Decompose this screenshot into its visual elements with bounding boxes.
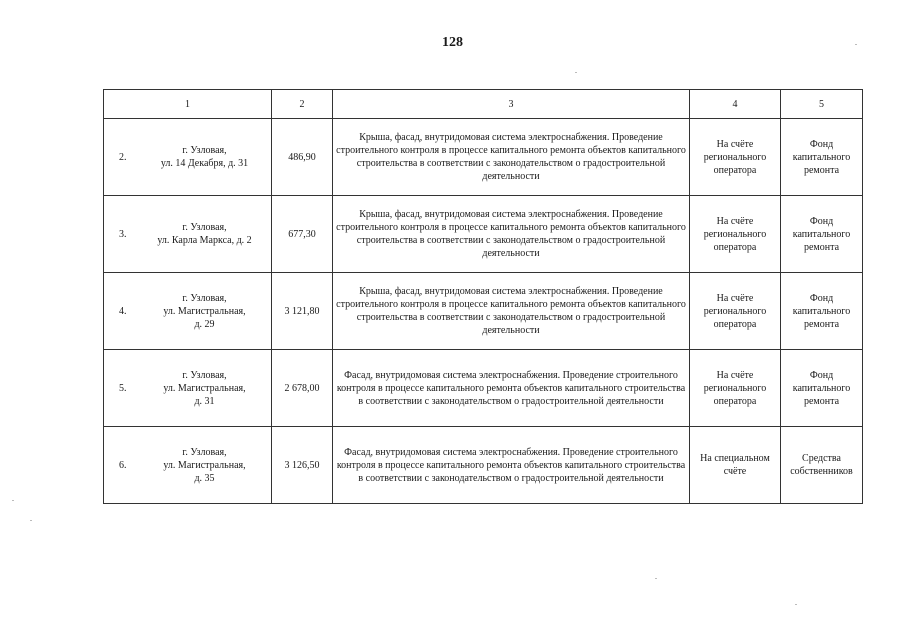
row-number: 3. xyxy=(119,228,127,240)
address-line: г. Узловая, xyxy=(182,446,227,458)
address-line: г. Узловая, xyxy=(182,145,227,156)
header-cell: 1 xyxy=(104,90,272,119)
address-line: д. 35 xyxy=(194,472,215,484)
source-cell: Средства собственников xyxy=(781,427,863,504)
works-cell: Крыша, фасад, внутридомовая система электроснабжения. Проведение строительного контроля в процессе капитального ремонта объектов капитального строительства в соответствии с законодательством о градостроительной деятельности xyxy=(333,119,690,196)
account-cell: На счёте регионального оператора xyxy=(690,119,781,196)
address xyxy=(141,292,268,331)
area-cell: 3 126,50 xyxy=(272,427,333,504)
scan-speck xyxy=(655,578,657,579)
table-row xyxy=(104,427,863,504)
address-line: д. 29 xyxy=(194,318,215,330)
address-line: ул. Магистральная, xyxy=(163,305,246,317)
account-cell: На счёте регионального оператора xyxy=(690,196,781,273)
address-line: д. 31 xyxy=(194,395,215,407)
area-cell: 2 678,00 xyxy=(272,350,333,427)
source-cell: Фонд капитального ремонта xyxy=(781,119,863,196)
works-cell: Крыша, фасад, внутридомовая система электроснабжения. Проведение строительного контроля в процессе капитального ремонта объектов капитального строительства в соответствии с законодательством о градостроительной деятельности xyxy=(333,273,690,350)
table-row xyxy=(104,273,863,350)
address-cell xyxy=(104,273,272,350)
account-cell: На счёте регионального оператора xyxy=(690,350,781,427)
scan-speck xyxy=(12,500,14,501)
repair-works-table xyxy=(103,89,863,504)
table-row xyxy=(104,350,863,427)
table-row xyxy=(104,119,863,196)
account-cell: На счёте регионального оператора xyxy=(690,273,781,350)
address xyxy=(141,369,268,408)
scan-speck xyxy=(30,520,32,521)
source-cell: Фонд капитального ремонта xyxy=(781,273,863,350)
scan-speck xyxy=(855,44,857,45)
area-cell: 3 121,80 xyxy=(272,273,333,350)
source-cell: Фонд капитального ремонта xyxy=(781,350,863,427)
scan-speck xyxy=(575,72,577,73)
table-row xyxy=(104,196,863,273)
address xyxy=(141,221,268,247)
address xyxy=(141,144,268,170)
address-line: г. Узловая, xyxy=(182,292,227,304)
address-line: г. Узловая, xyxy=(182,222,227,233)
scan-speck xyxy=(795,604,797,605)
header-cell: 5 xyxy=(781,90,863,119)
area-cell: 486,90 xyxy=(272,119,333,196)
page-number: 128 xyxy=(442,35,463,50)
address-cell xyxy=(104,427,272,504)
address-line: ул. Магистральная, xyxy=(163,459,246,471)
address-cell xyxy=(104,119,272,196)
works-cell: Фасад, внутридомовая система электроснабжения. Проведение строительного контроля в процессе капитального ремонта объектов капитального строительства в соответствии с законодательством о градостроительной деятельности xyxy=(333,427,690,504)
address-cell xyxy=(104,350,272,427)
address-line: ул. Магистральная, xyxy=(163,382,246,394)
address-line: г. Узловая, xyxy=(182,369,227,381)
works-cell: Фасад, внутридомовая система электроснабжения. Проведение строительного контроля в процессе капитального ремонта объектов капитального строительства в соответствии с законодательством о градостроительной деятельности xyxy=(333,350,690,427)
address xyxy=(141,446,268,485)
address-cell xyxy=(104,196,272,273)
works-cell: Крыша, фасад, внутридомовая система электроснабжения. Проведение строительного контроля в процессе капитального ремонта объектов капитального строительства в соответствии с законодательством о градостроительной деятельности xyxy=(333,196,690,273)
header-cell: 3 xyxy=(333,90,690,119)
source-cell: Фонд капитального ремонта xyxy=(781,196,863,273)
row-number: 5. xyxy=(119,382,127,394)
table-header-row xyxy=(104,90,863,119)
header-cell: 2 xyxy=(272,90,333,119)
area-cell: 677,30 xyxy=(272,196,333,273)
row-number: 2. xyxy=(119,151,127,163)
header-cell: 4 xyxy=(690,90,781,119)
row-number: 6. xyxy=(119,459,127,471)
row-number: 4. xyxy=(119,305,127,317)
account-cell: На специальном счёте xyxy=(690,427,781,504)
address-line: ул. 14 Декабря, д. 31 xyxy=(160,158,249,169)
address-line: ул. Карла Маркса, д. 2 xyxy=(157,235,252,246)
